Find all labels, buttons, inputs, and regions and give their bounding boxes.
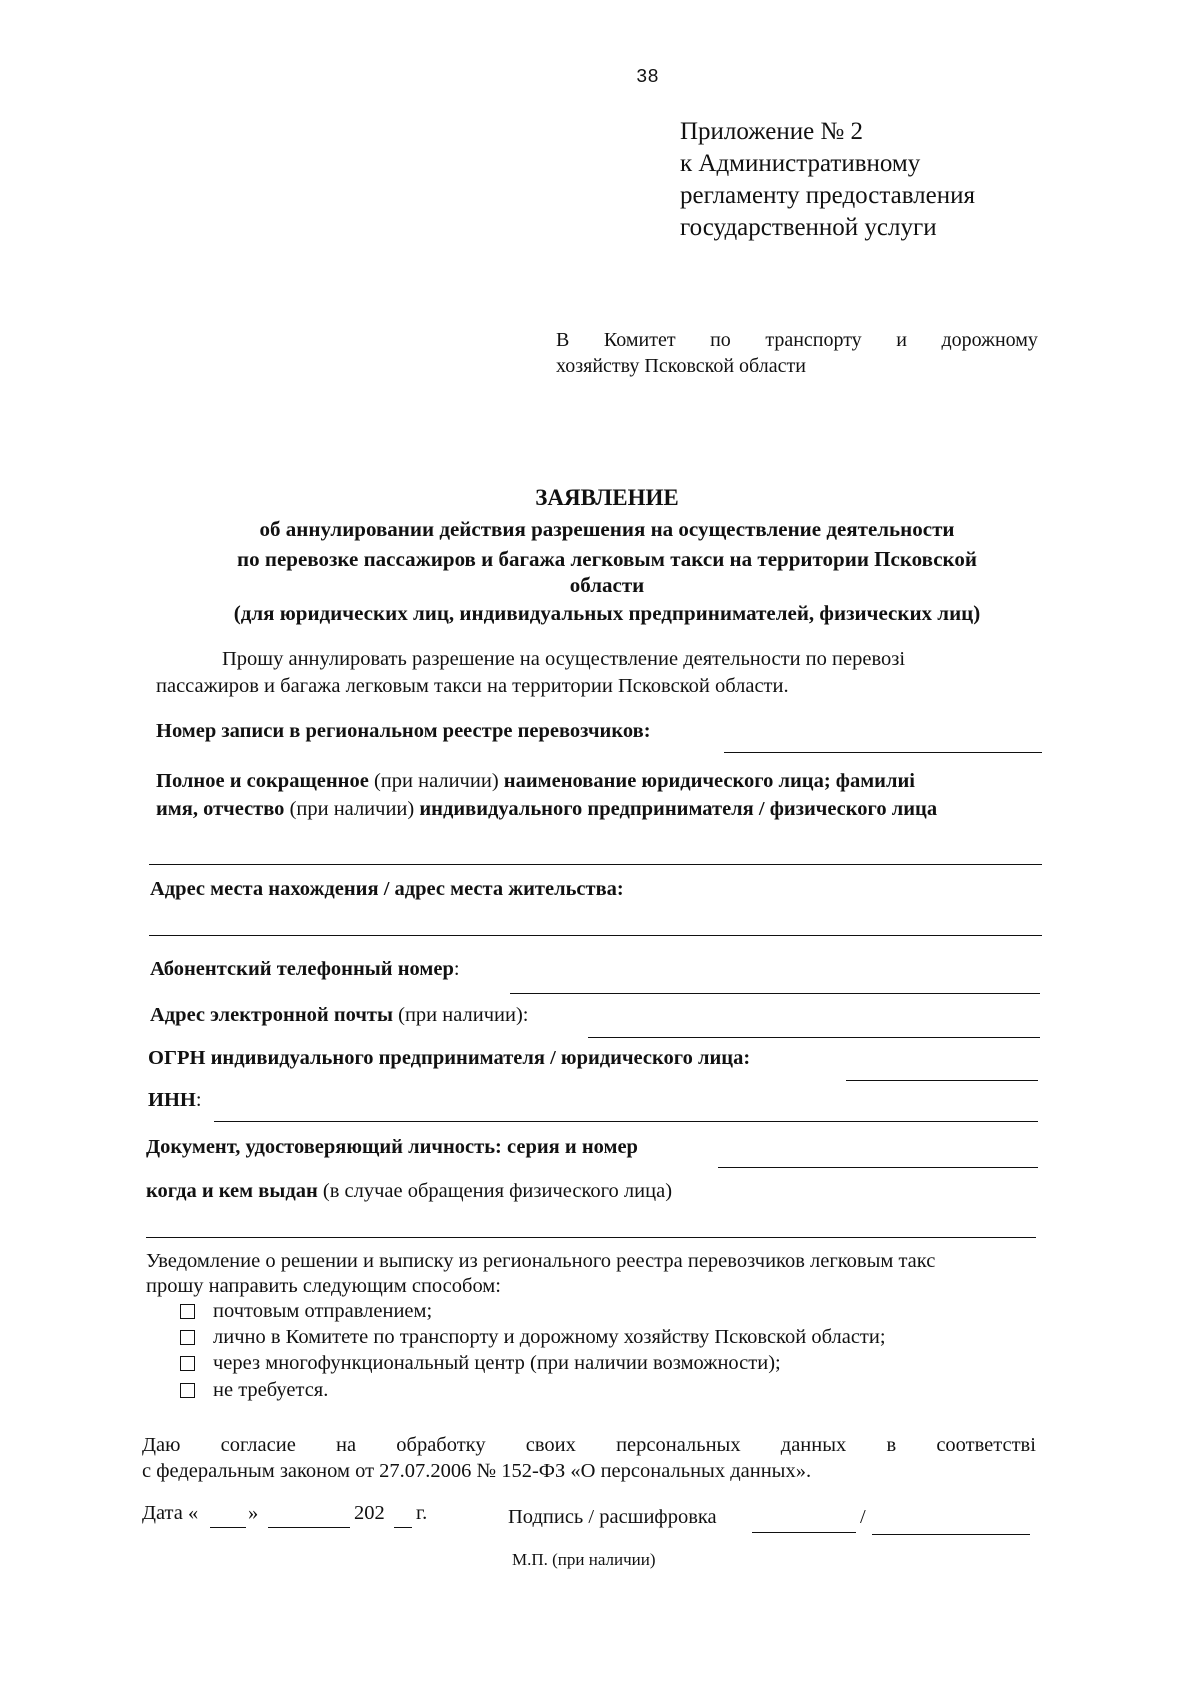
appendix-line-3: регламенту предоставления [680, 182, 976, 209]
signature-slash: / [860, 1506, 866, 1528]
inn-label-bold: ИНН [148, 1089, 196, 1111]
addressee-line-1 [556, 329, 1038, 352]
date-day-line[interactable] [210, 1527, 246, 1528]
notification-option-post[interactable] [180, 1300, 432, 1323]
request-line-1: Прошу аннулировать разрешение на осуществление деятельности по перевозі [222, 648, 906, 670]
addressee-word: и [896, 329, 907, 351]
appendix-line-2: к Административному [680, 150, 921, 177]
full-name-label-bold: индивидуального предпринимателя / физического лица [419, 798, 938, 820]
signature-line[interactable] [752, 1532, 856, 1533]
notification-line-2: прошу направить следующим способом: [146, 1275, 501, 1297]
signature-transcript-line[interactable] [872, 1534, 1030, 1535]
date-close: » [248, 1502, 259, 1524]
page-number: 38 [636, 66, 659, 88]
full-name-label-bold: наименование юридического лица; фамилиі [503, 770, 915, 792]
addressee-word: транспорту [765, 329, 862, 351]
inn-label [148, 1089, 202, 1112]
consent-word: своих [525, 1434, 576, 1456]
ogrn-line[interactable] [846, 1080, 1038, 1081]
date-year-line[interactable] [394, 1527, 412, 1528]
checkbox[interactable] [180, 1383, 195, 1398]
consent-word: персональных [616, 1434, 741, 1456]
email-label [150, 1004, 529, 1027]
registry-number-line[interactable] [724, 752, 1042, 753]
addressee-word: по [710, 329, 731, 351]
registry-number-label: Номер записи в региональном реестре перевозчиков: [156, 720, 651, 742]
appendix-line-4: государственной услуги [680, 214, 937, 241]
notification-option-in-person[interactable] [180, 1326, 886, 1349]
notification-line-1: Уведомление о решении и выписку из регионального реестра перевозчиков легковым такс [146, 1250, 936, 1272]
inn-label-colon: : [195, 1089, 202, 1111]
phone-label [150, 958, 460, 981]
consent-line-2: с федеральным законом от 27.07.2006 № 152-ФЗ «О персональных данных». [142, 1460, 812, 1482]
issued-label [146, 1180, 672, 1203]
signature-label: Подпись / расшифровка [508, 1506, 717, 1528]
checkbox[interactable] [180, 1304, 195, 1319]
phone-line[interactable] [510, 993, 1040, 994]
email-line[interactable] [588, 1037, 1040, 1038]
date-prefix: Дата « [142, 1502, 199, 1524]
addressee-word: дорожному [941, 329, 1038, 351]
issued-label-bold: когда и кем выдан [146, 1180, 318, 1202]
email-label-note: (при наличии): [393, 1004, 529, 1026]
address-line[interactable] [149, 935, 1042, 936]
ogrn-label: ОГРН индивидуального предпринимателя / юридического лица: [148, 1047, 751, 1069]
stamp-note: М.П. (при наличии) [512, 1550, 656, 1569]
full-name-line[interactable] [149, 864, 1042, 865]
subtitle-line-4: (для юридических лиц, индивидуальных предпринимателей, физических лиц) [233, 601, 981, 625]
date-year-suffix: г. [416, 1502, 428, 1524]
subtitle-line-2: по перевозке пассажиров и багажа легковым такси на территории Псковской [237, 547, 977, 571]
consent-word: обработку [396, 1434, 486, 1456]
consent-word: данных [780, 1434, 847, 1456]
option-label: не требуется. [213, 1379, 329, 1401]
option-label: лично в Комитете по транспорту и дорожному хозяйству Псковской области; [213, 1326, 886, 1348]
full-name-label-note: (при наличии) [368, 770, 504, 792]
consent-word: на [336, 1434, 357, 1456]
subtitle-line-1: об аннулировании действия разрешения на осуществление деятельности [259, 517, 955, 541]
date-month-line[interactable] [268, 1527, 350, 1528]
appendix-line-1: Приложение № 2 [680, 118, 864, 145]
address-label: Адрес места нахождения / адрес места жительства: [150, 878, 624, 900]
full-name-label-note: (при наличии) [284, 798, 420, 820]
phone-label-bold: Абонентский телефонный номер [150, 958, 454, 980]
phone-label-colon: : [453, 958, 460, 980]
full-name-label-bold: Полное и сокращенное [156, 770, 369, 792]
consent-word: согласие [220, 1434, 296, 1456]
addressee-word: В [556, 329, 570, 351]
addressee-word: Комитет [603, 329, 676, 351]
addressee-line-2: хозяйству Псковской области [556, 355, 806, 377]
subtitle-line-3: области [569, 573, 645, 597]
id-document-line[interactable] [718, 1167, 1038, 1168]
checkbox[interactable] [180, 1330, 195, 1345]
checkbox[interactable] [180, 1356, 195, 1371]
issued-label-note: (в случае обращения физического лица) [317, 1180, 673, 1202]
consent-word: Даю [142, 1434, 181, 1456]
notification-option-none[interactable] [180, 1379, 328, 1402]
document-title: ЗАЯВЛЕНИЕ [535, 485, 679, 510]
full-name-label-line-2 [156, 798, 937, 821]
notification-option-mfc[interactable] [180, 1352, 781, 1375]
email-label-bold: Адрес электронной почты [150, 1004, 393, 1026]
option-label: через многофункциональный центр (при наличии возможности); [213, 1352, 781, 1374]
consent-word: соответстві [936, 1434, 1036, 1456]
full-name-label-line-1 [156, 770, 915, 793]
issued-line[interactable] [146, 1237, 1036, 1238]
consent-line-1 [142, 1434, 1036, 1457]
full-name-label-bold: имя, отчество [156, 798, 285, 820]
inn-line[interactable] [214, 1121, 1038, 1122]
request-line-2: пассажиров и багажа легковым такси на территории Псковской области. [156, 675, 789, 697]
id-document-label: Документ, удостоверяющий личность: серия и номер [146, 1136, 638, 1158]
date-year: 202 [354, 1502, 385, 1524]
consent-word: в [886, 1434, 897, 1456]
option-label: почтовым отправлением; [213, 1300, 433, 1322]
